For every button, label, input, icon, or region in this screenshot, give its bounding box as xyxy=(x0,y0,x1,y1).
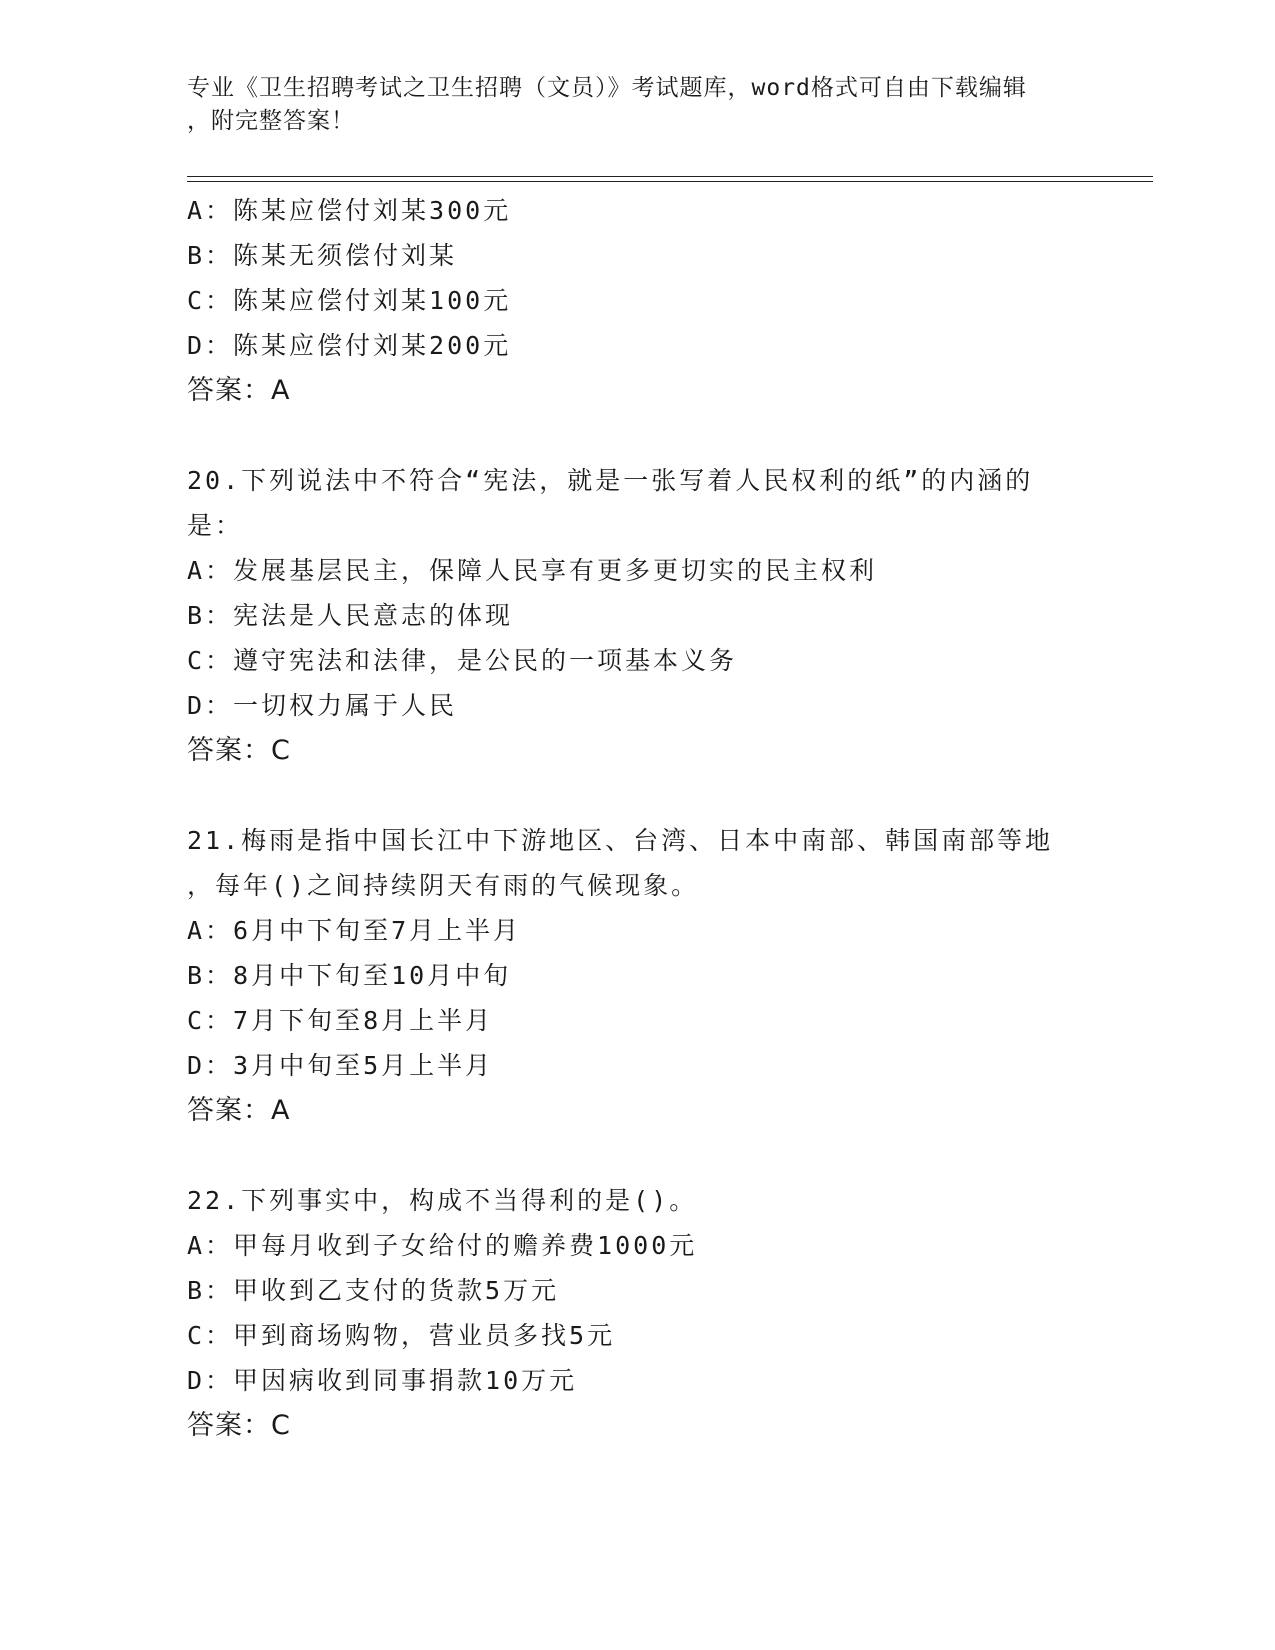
answer: 答案：C xyxy=(187,1410,291,1441)
document-header xyxy=(187,72,1067,138)
option-c: C：陈某应偿付刘某100元 xyxy=(187,286,512,315)
option-d: D：甲因病收到同事捐款10万元 xyxy=(187,1366,578,1395)
option-d: D：陈某应偿付刘某200元 xyxy=(187,331,512,360)
answer: 答案：A xyxy=(187,1095,291,1126)
question-19-continued xyxy=(187,188,1087,413)
question-20 xyxy=(187,458,1087,773)
question-stem xyxy=(187,1178,1087,1223)
question-stem-line-1: 21.梅雨是指中国长江中下游地区、台湾、日本中南部、韩国南部等地 xyxy=(187,826,1054,855)
question-stem-line-1: 20.下列说法中不符合“宪法，就是一张写着人民权利的纸”的内涵的 xyxy=(187,466,1034,495)
option-a: A：发展基层民主，保障人民享有更多更切实的民主权利 xyxy=(187,556,878,585)
option-c: C：7月下旬至8月上半月 xyxy=(187,1006,494,1035)
option-b: B：甲收到乙支付的货款5万元 xyxy=(187,1276,560,1305)
answer: 答案：C xyxy=(187,735,291,766)
answer: 答案：A xyxy=(187,375,291,406)
option-b: B：陈某无须偿付刘某 xyxy=(187,241,458,270)
question-stem-line-2: ，每年()之间持续阴天有雨的气候现象。 xyxy=(187,871,700,900)
option-b: B：8月中下旬至10月中旬 xyxy=(187,961,512,990)
option-d: D：一切权力属于人民 xyxy=(187,691,458,720)
option-c: C：遵守宪法和法律，是公民的一项基本义务 xyxy=(187,646,738,675)
option-b: B：宪法是人民意志的体现 xyxy=(187,601,514,630)
question-stem-line-1: 22.下列事实中，构成不当得利的是()。 xyxy=(187,1186,698,1215)
option-d: D：3月中旬至5月上半月 xyxy=(187,1051,494,1080)
question-stem xyxy=(187,818,1087,908)
question-stem-line-2: 是： xyxy=(187,511,244,540)
question-21 xyxy=(187,818,1087,1133)
option-a: A：陈某应偿付刘某300元 xyxy=(187,196,512,225)
header-rule-top xyxy=(187,176,1153,177)
header-line-1: 专业《卫生招聘考试之卫生招聘（文员）》考试题库，word格式可自由下载编辑 xyxy=(187,75,1027,101)
question-list xyxy=(187,188,1087,1448)
option-a: A：甲每月收到子女给付的赡养费1000元 xyxy=(187,1231,698,1260)
header-line-2: ，附完整答案！ xyxy=(187,108,355,134)
option-a: A：6月中下旬至7月上半月 xyxy=(187,916,522,945)
header-rule-bottom xyxy=(187,181,1153,182)
question-stem xyxy=(187,458,1087,548)
option-c: C：甲到商场购物，营业员多找5元 xyxy=(187,1321,616,1350)
question-22 xyxy=(187,1178,1087,1448)
